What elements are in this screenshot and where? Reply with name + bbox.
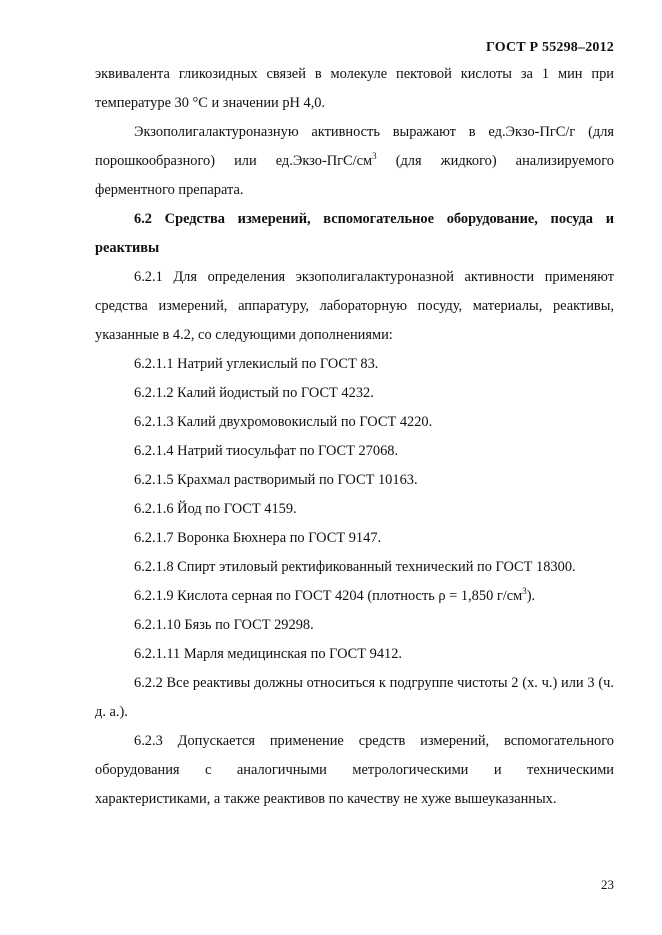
list-item: 6.2.1.6 Йод по ГОСТ 4159. [134, 501, 297, 517]
paragraph-continued: эквивалента гликозидных связей в молекуле пектовой кислоты за 1 мин при температуре 30 °С и значении рН 4,0. [95, 66, 614, 111]
list-item: 6.2.1.11 Марля медицинская по ГОСТ 9412. [134, 646, 403, 662]
list-item: 6.2.1.2 Калий йодистый по ГОСТ 4232. [134, 385, 374, 401]
list-item: 6.2.1.10 Бязь по ГОСТ 29298. [134, 617, 314, 633]
paragraph-6-2-1: 6.2.1 Для определения экзополигалактуроназной активности применяют средства измерений, аппаратуру, лабораторную посуду, материалы, реактивы, указанные в 4.2, со следующими дополнениями: [95, 269, 614, 343]
list-item: 6.2.1.3 Калий двухромовокислый по ГОСТ 4220. [134, 414, 433, 430]
document-body [95, 60, 614, 814]
document-header: ГОСТ Р 55298–2012 [485, 40, 614, 55]
list-item: 6.2.1.5 Крахмал растворимый по ГОСТ 10163. [134, 472, 418, 488]
activity-text-tail: (для жидкого) анализируемого ферментного препарата. [95, 153, 614, 198]
list-item-6-2-1-9 [95, 582, 614, 611]
list-item: 6.2.1.4 Натрий тиосульфат по ГОСТ 27068. [134, 443, 399, 459]
item-6219-text: 6.2.1.9 Кислота серная по ГОСТ 4204 (плотность ρ = 1,850 г/см [134, 588, 523, 604]
paragraph-activity-units [95, 118, 614, 205]
section-heading: 6.2 Средства измерений, вспомогательное оборудование, посуда и реактивы [95, 211, 614, 256]
list-item: 6.2.1.7 Воронка Бюхнера по ГОСТ 9147. [134, 530, 382, 546]
item-6219-tail: ). [526, 588, 536, 604]
page-number: 23 [601, 877, 614, 892]
list-item: 6.2.1.8 Спирт этиловый ректификованный технический по ГОСТ 18300. [134, 559, 576, 575]
paragraph-6-2-2: 6.2.2 Все реактивы должны относиться к подгруппе чистоты 2 (х. ч.) или 3 (ч. д. а.). [95, 675, 614, 720]
activity-text: Экзополигалактуроназную активность выражают в ед.Экзо-ПгС/г (для порошкообразного) или ед.Экзо-ПгС/см [95, 124, 614, 169]
superscript-cubic: 3 [372, 151, 377, 161]
paragraph-6-2-3: 6.2.3 Допускается применение средств измерений, вспомогательного оборудования с аналогичными метрологическими и техническими характеристиками, а также реактивов по качеству не хуже вышеуказанных. [95, 733, 614, 807]
superscript-cubic: 3 [522, 586, 527, 596]
list-item: 6.2.1.1 Натрий углекислый по ГОСТ 83. [134, 356, 379, 372]
